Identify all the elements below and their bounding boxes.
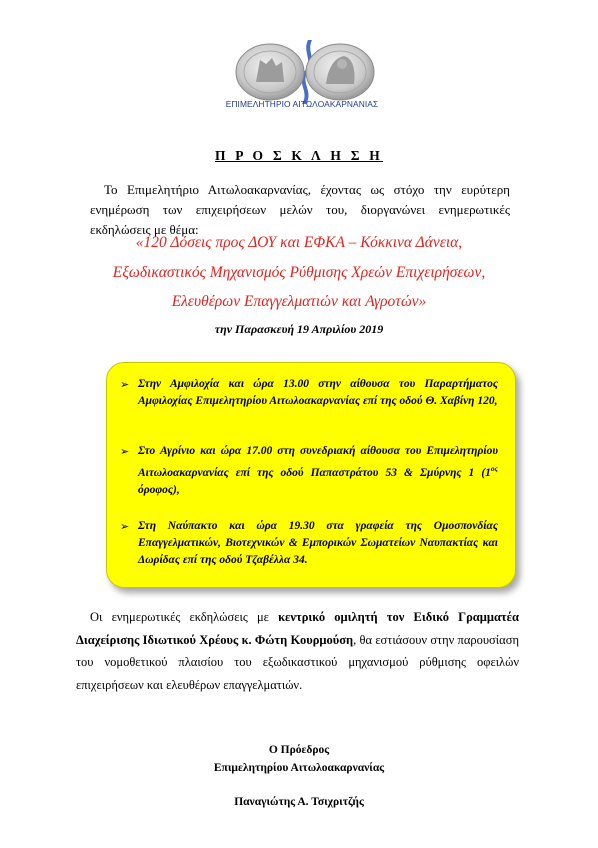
page-title: Π Ρ Ο Σ Κ Λ Η Σ Η [215,148,383,163]
event-date: την Παρασκευή 19 Απριλίου 2019 [214,322,384,336]
event-text-end: όροφος), [138,483,180,496]
arrow-bullet-icon: ➢ [120,520,130,533]
event-text: Στην Αμφιλοχία και ώρα 13.00 στην αίθουσα του Παραρτήματος Αμφιλοχίας Επιμελητηρίου Αιτωλοακαρνανίας επί της οδού Θ. Χαβίνη 120, [138,378,498,407]
arrow-bullet-icon: ➢ [120,445,130,458]
topic-line: Ελευθέρων Επαγγελματιών και Αγροτών» [171,293,427,310]
chamber-coins-logo-icon [226,38,378,104]
arrow-bullet-icon: ➢ [120,378,130,391]
body-text-end: , θα εστιάσουν στην παρουσίαση του νομοθετικού πλαισίου του εξωδικαστικού μηχανισμού ρύθμισης οφειλών επιχειρήσεων και ελευθέρων επαγγελματιών. [76,632,519,692]
topic-line: Εξωδικαστικός Μηχανισμός Ρύθμισης Χρεών Επιχειρήσεων, [112,264,486,281]
event-text [138,443,498,499]
signature-organization: Επιμελητηρίου Αιτωλοακαρνανίας [213,762,385,774]
signature-role: Ο Πρόεδρος [268,744,330,756]
logo-caption: ΕΠΙΜΕΛΗΤΗΡΙΟ ΑΙΤΩΛΟΑΚΑΡΝΑΝΙΑΣ [225,99,379,109]
event-text: Στη Ναύπακτο και ώρα 19.30 στα γραφεία της Ομοσπονδίας Επαγγελματικών, Βιοτεχνικών & Εμπορικών Σωματείων Ναυπακτίας και Δωρίδας επί της οδού Τζαβέλλα 34. [138,520,498,566]
intro-paragraph: Το Επιμελητήριο Αιτωλοακαρνανίας, έχοντας ως στόχο την ευρύτερη ενημέρωση των επιχειρήσεων μελών του, διοργανώνει ενημερωτικές εκδηλώσεις με θέμα: [90,182,510,237]
floor-superscript: ος [490,464,498,473]
body-paragraph [76,606,519,696]
speaker-highlight: κεντρικό ομιλητή τον Ειδικό Γραμματέα Διαχείρισης Ιδιωτικού Χρέους κ. Φώτη Κουρμούση [76,610,519,647]
event-text-main: Στο Αγρίνιο και ώρα 17.00 στη συνεδριακή αίθουσα του Επιμελητηρίου Αιτωλοακαρνανίας επί της οδού Παπαστράτου 53 & Σμύρνης 1 (1 [138,445,498,479]
body-text-start: Οι ενημερωτικές εκδηλώσεις με [90,610,279,624]
signature-name: Παναγιώτης Α. Τσιχριτζής [234,796,364,808]
topic-line: «120 Δόσεις προς ΔΟΥ και ΕΦΚΑ – Κόκκινα Δάνεια, [135,234,463,251]
